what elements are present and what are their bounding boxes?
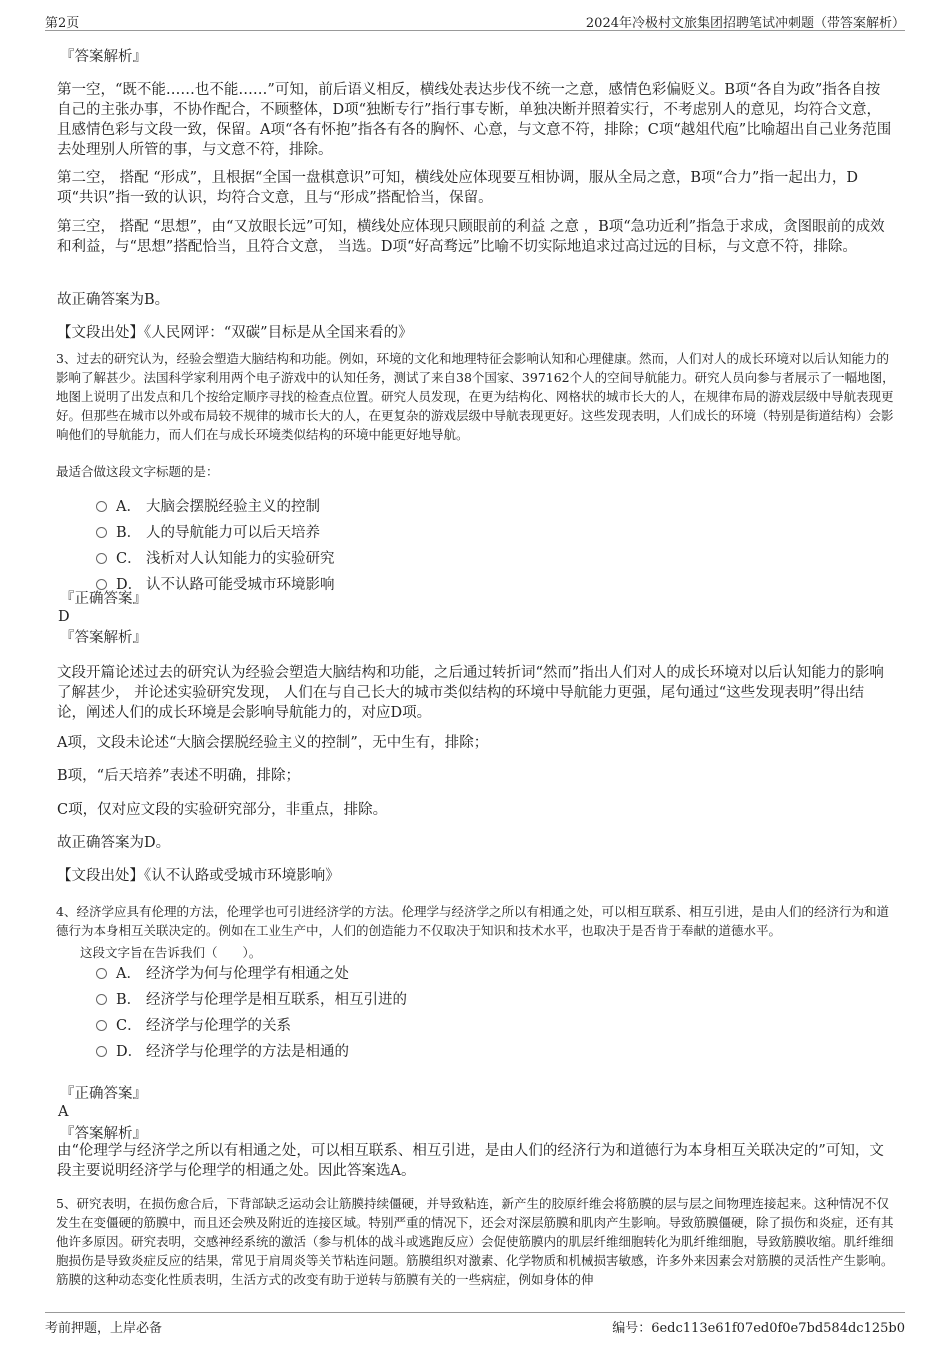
radio-icon[interactable]	[96, 968, 107, 979]
document-title: 2024年冷极村文旅集团招聘笔试冲刺题（带答案解析）	[585, 16, 905, 31]
q3-answer: 故正确答案为D。	[57, 835, 171, 851]
q3-correct-label: 『正确答案』	[60, 591, 147, 607]
page-footer	[45, 1312, 905, 1336]
q4-stem: 4、经济学应具有伦理的方法，伦理学也可引进经济学的方法。伦理学与经济学之所以有相通之处，可以相互联系、相互引进，是由人们的经济行为和道德行为本身相互关联决定的。例如在工业生产中，人们的创造能力不仅取决于知识和技术水平，也取决于是否肯于奉献的道德水平。	[56, 904, 889, 938]
q3-option-c[interactable]: C． 浅析对人认知能力的实验研究	[96, 549, 335, 569]
document-id: 编号：6edc113e61f07ed0f0e7bd584dc125b0	[612, 1321, 905, 1336]
radio-icon[interactable]	[96, 527, 107, 538]
q2-analysis-label: 『答案解析』	[60, 49, 147, 65]
q3-analysis-p1: 文段开篇论述过去的研究认为经验会塑造大脑结构和功能，之后通过转折词“然而”指出人们对人的成长环境对以后认知能力的影响了解甚少， 并论述实验研究发现， 人们在与自己长大的城市类似结构的环境中导航能力更强，尾句通过“这些发现表明”得出结论，阐述人们的成长环境是会影响导航能力的，对应D项。	[57, 665, 884, 721]
q3-option-b[interactable]: B． 人的导航能力可以后天培养	[96, 523, 320, 543]
radio-icon[interactable]	[96, 579, 107, 590]
q4-correct-answer: A	[58, 1104, 69, 1120]
q4-analysis-label: 『答案解析』	[60, 1126, 147, 1142]
q2-analysis-p3: 第三空， 搭配 “思想”，由“又放眼长远”可知，横线处应体现只顾眼前的利益 之意 ，B项“急功近利”指急于求成，贪图眼前的成效和利益，与“思想”搭配恰当，且符合文意， 当选。D项“好高骛远”比喻不切实际地追求过高过远的目标，与文意不符，排除。	[57, 219, 885, 255]
q5-stem: 5、研究表明，在损伤愈合后，下背部缺乏运动会让筋膜持续僵硬，并导致粘连，新产生的胶原纤维会将筋膜的层与层之间物理连接起来。这种情况不仅发生在变僵硬的筋膜中，而且还会殃及附近的连接区域。特别严重的情况下，还会对深层筋膜和肌肉产生影响。导致筋膜僵硬，除了损伤和炎症，还有其他许多原因。研究表明，交感神经系统的激活（参与机体的战斗或逃跑反应）会促使筋膜内的肌层纤维细胞转化为肌纤维细胞，导致筋膜收缩。肌纤维细胞损伤是导致炎症反应的结果，常见于肩周炎等关节粘连问题。筋膜组织对激素、化学物质和机械损害敏感，许多外来因素会对筋膜的灵活性产生影响。筋膜的这种动态变化性质表明，生活方式的改变有助于逆转与筋膜有关的一些病症，例如身体的伸	[56, 1196, 894, 1287]
q3-prompt: 最适合做这段文字标题的是：	[56, 464, 219, 479]
q3-source: 【文段出处】《认不认路或受城市环境影响》	[57, 868, 340, 884]
radio-icon[interactable]	[96, 1046, 107, 1057]
q2-source: 【文段出处】《人民网评：“双碳”目标是从全国来看的》	[57, 325, 413, 341]
q4-option-a[interactable]: A． 经济学为何与伦理学有相通之处	[96, 964, 349, 984]
q4-option-d[interactable]: D． 经济学与伦理学的方法是相通的	[96, 1042, 349, 1062]
radio-icon[interactable]	[96, 553, 107, 564]
q3-option-a[interactable]: A． 大脑会摆脱经验主义的控制	[96, 497, 320, 517]
q4-analysis: 由“伦理学与经济学之所以有相通之处，可以相互联系、相互引进，是由人们的经济行为和道德行为本身相互关联决定的”可知，文段主要说明经济学与伦理学的相通之处。因此答案选A。	[57, 1143, 884, 1179]
q4-prompt: 这段文字旨在告诉我们（ ）。	[80, 945, 262, 960]
q3-correct-answer: D	[58, 609, 70, 625]
q4-option-b[interactable]: B． 经济学与伦理学是相互联系，相互引进的	[96, 990, 407, 1010]
q3-stem: 3、过去的研究认为，经验会塑造大脑结构和功能。例如，环境的文化和地理特征会影响认知和心理健康。然而，人们对人的成长环境对以后认知能力的影响了解甚少。法国科学家利用两个电子游戏中的认知任务，测试了来自38个国家、397162个人的空间导航能力。研究人员向参与者展示了一幅地图，地图上说明了出发点和几个按给定顺序寻找的检查点位置。研究人员发现，在更为结构化、网格状的城市长大的人，在规律布局的游戏层级中导航表现更好。但那些在城市以外或布局较不规律的城市长大的人，在更复杂的游戏层级中导航表现更好。这些发现表明，人们成长的环境（特别是街道结构）会影响他们的导航能力，而人们在与成长环境类似结构的环境中能更好地导航。	[56, 351, 895, 442]
q3-analysis-label: 『答案解析』	[60, 630, 147, 646]
radio-icon[interactable]	[96, 1020, 107, 1031]
q4-correct-label: 『正确答案』	[60, 1086, 147, 1102]
q3-option-d[interactable]: D． 认不认路可能受城市环境影响	[96, 575, 335, 595]
page-header	[45, 10, 905, 31]
q2-answer: 故正确答案为B。	[57, 292, 170, 308]
radio-icon[interactable]	[96, 994, 107, 1005]
q3-analysis-p3: B项，“后天培养”表述不明确，排除；	[57, 768, 300, 784]
q4-option-c[interactable]: C． 经济学与伦理学的关系	[96, 1016, 291, 1036]
radio-icon[interactable]	[96, 501, 107, 512]
q2-analysis-p1: 第一空，“既不能……也不能……”可知，前后语义相反，横线处表达步伐不统一之意，感情色彩偏贬义。B项“各自为政”指各自按自己的主张办事，不协作配合，不顾整体，D项“独断专行”指行事专断，单独决断并照着实行，不考虑别人的意见，均符合文意，且感情色彩与文段一致，保留。A项“各有怀抱”指各有各的胸怀、心意，与文意不符，排除；C项“越俎代庖”比喻超出自己业务范围去处理别人所管的事，与文意不符，排除。	[57, 82, 892, 158]
q3-analysis-p2: A项，文段未论述“大脑会摆脱经验主义的控制”，无中生有，排除；	[57, 735, 489, 751]
q2-analysis-p2: 第二空， 搭配 “形成”，且根据“全国一盘棋意识”可知，横线处应体现要互相协调，服从全局之意，B项“合力”指一起出力，D项“共识”指一致的认识，均符合文意，且与“形成”搭配恰当，保留。	[57, 170, 858, 206]
page-number: 第2页	[45, 16, 80, 31]
footer-slogan: 考前押题，上岸必备	[45, 1321, 163, 1336]
q3-analysis-p4: C项，仅对应文段的实验研究部分，非重点，排除。	[57, 802, 388, 818]
